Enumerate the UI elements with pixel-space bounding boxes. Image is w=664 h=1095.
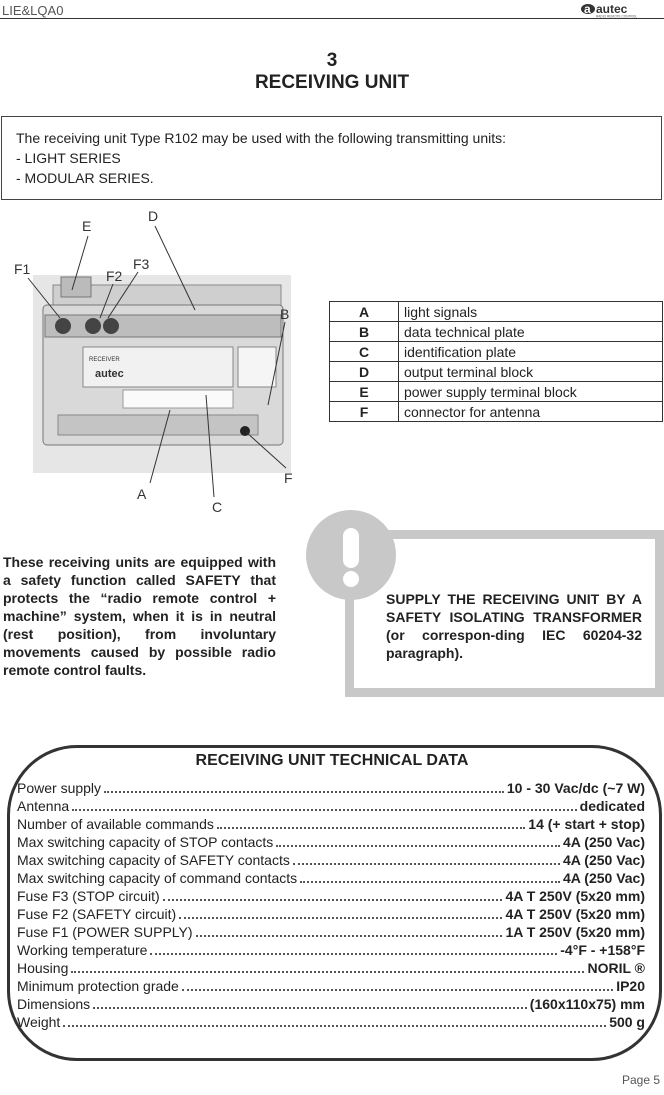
spec-value: 14 (+ start + stop) [528,816,645,832]
spec-row-fuse-f2 [17,904,645,922]
spec-row-commands [17,814,645,832]
legend-row [330,382,663,402]
legend-table [329,301,663,422]
page-number: Page 5 [622,1073,661,1087]
legend-key: A [330,302,399,322]
callout-f: F [284,470,293,486]
spec-row-fuse-f3 [17,886,645,904]
spec-value: 1A T 250V (5x20 mm) [505,924,645,940]
legend-desc: data technical plate [399,322,663,342]
legend-key: D [330,362,399,382]
legend-key: E [330,382,399,402]
legend-desc: light signals [399,302,663,322]
chapter-title: RECEIVING UNIT [254,72,410,93]
spec-label: Weight [17,1014,61,1030]
spec-label: Fuse F2 (SAFETY circuit) [17,906,177,922]
spec-label: Power supply [17,780,102,796]
spec-label: Max switching capacity of command contacts [17,870,298,886]
legend-row [330,402,663,422]
spec-value: (160x110x75) mm [529,996,645,1012]
spec-label: Minimum protection grade [17,978,179,994]
legend-key: C [330,342,399,362]
spec-row-power-supply [17,778,645,796]
spec-label: Antenna [17,798,70,814]
spec-value: 10 - 30 Vac/dc (~7 W) [506,780,645,796]
spec-row-housing [17,958,645,976]
legend-key: F [330,402,399,422]
warning-text: SUPPLY THE RECEIVING UNIT BY A SAFETY ISOLATING TRANSFORMER (or correspon-ding IEC 60204-32 paragraph). [386,591,642,661]
tech-data-title: RECEIVING UNIT TECHNICAL DATA [195,752,469,769]
spec-value: 4A (250 Vac) [563,834,645,850]
logo-wordmark: autec [596,2,628,16]
callout-lines [0,200,320,520]
safety-note: These receiving units are equipped with a safety function called SAFETY that protects the “radio remote control + machine” system, when it is in neutral (rest position), from involuntary movements caused by possible radio remote control faults. [3,554,276,678]
callout-c: C [212,499,223,515]
legend-row [330,342,663,362]
spec-value: 4A T 250V (5x20 mm) [505,906,645,922]
callout-e: E [82,218,92,234]
header-rule [0,18,664,19]
callout-a: A [137,486,147,502]
callout-f1: F1 [14,261,31,277]
autec-logo [580,2,662,18]
intro-text: The receiving unit Type R102 may be used with the following transmitting units: [16,130,506,146]
spec-value: -4°F - +158°F [560,942,645,958]
chapter-number: 3 [326,50,338,71]
svg-text:a: a [584,2,591,16]
spec-row-stop-capacity [17,832,645,850]
legend-desc: connector for antenna [399,402,663,422]
spec-row-safety-capacity [17,850,645,868]
intro-item-light-series: - LIGHT SERIES [16,150,121,166]
callout-d: D [148,208,159,224]
callout-f3: F3 [133,256,150,272]
spec-label: Housing [17,960,69,976]
spec-row-temperature [17,940,645,958]
spec-value: 500 g [609,1014,645,1030]
spec-value: 4A T 250V (5x20 mm) [505,888,645,904]
intro-item-modular-series: - MODULAR SERIES. [16,170,154,186]
callout-f2: F2 [106,268,123,284]
legend-desc: identification plate [399,342,663,362]
legend-key: B [330,322,399,342]
exclamation-icon [306,510,396,600]
spec-label: Max switching capacity of STOP contacts [17,834,274,850]
spec-row-antenna [17,796,645,814]
spec-value: NORIL ® [587,960,645,976]
receiver-label: RECEIVER [89,357,120,363]
legend-desc: power supply terminal block [399,382,663,402]
spec-value: IP20 [616,978,645,994]
spec-row-dimensions [17,994,645,1012]
spec-value: 4A (250 Vac) [563,870,645,886]
spec-row-fuse-f1 [17,922,645,940]
callout-b: B [280,306,290,322]
receiver-brand: autec [95,368,124,380]
legend-desc: output terminal block [399,362,663,382]
spec-label: Working temperature [17,942,148,958]
spec-label: Number of available commands [17,816,214,832]
spec-row-protection [17,976,645,994]
legend-row [330,362,663,382]
spec-label: Fuse F3 (STOP circuit) [17,888,160,904]
spec-value: 4A (250 Vac) [563,852,645,868]
spec-value: dedicated [579,798,645,814]
spec-row-weight [17,1012,645,1030]
legend-row [330,302,663,322]
legend-row [330,322,663,342]
document-code: LIE&LQA0 [2,3,64,18]
intro-box [1,116,662,200]
spec-label: Fuse F1 (POWER SUPPLY) [17,924,193,940]
spec-label: Max switching capacity of SAFETY contacts [17,852,290,868]
spec-row-command-capacity [17,868,645,886]
spec-label: Dimensions [17,996,91,1012]
logo-tagline: RADIO REMOTE CONTROL [596,14,638,18]
